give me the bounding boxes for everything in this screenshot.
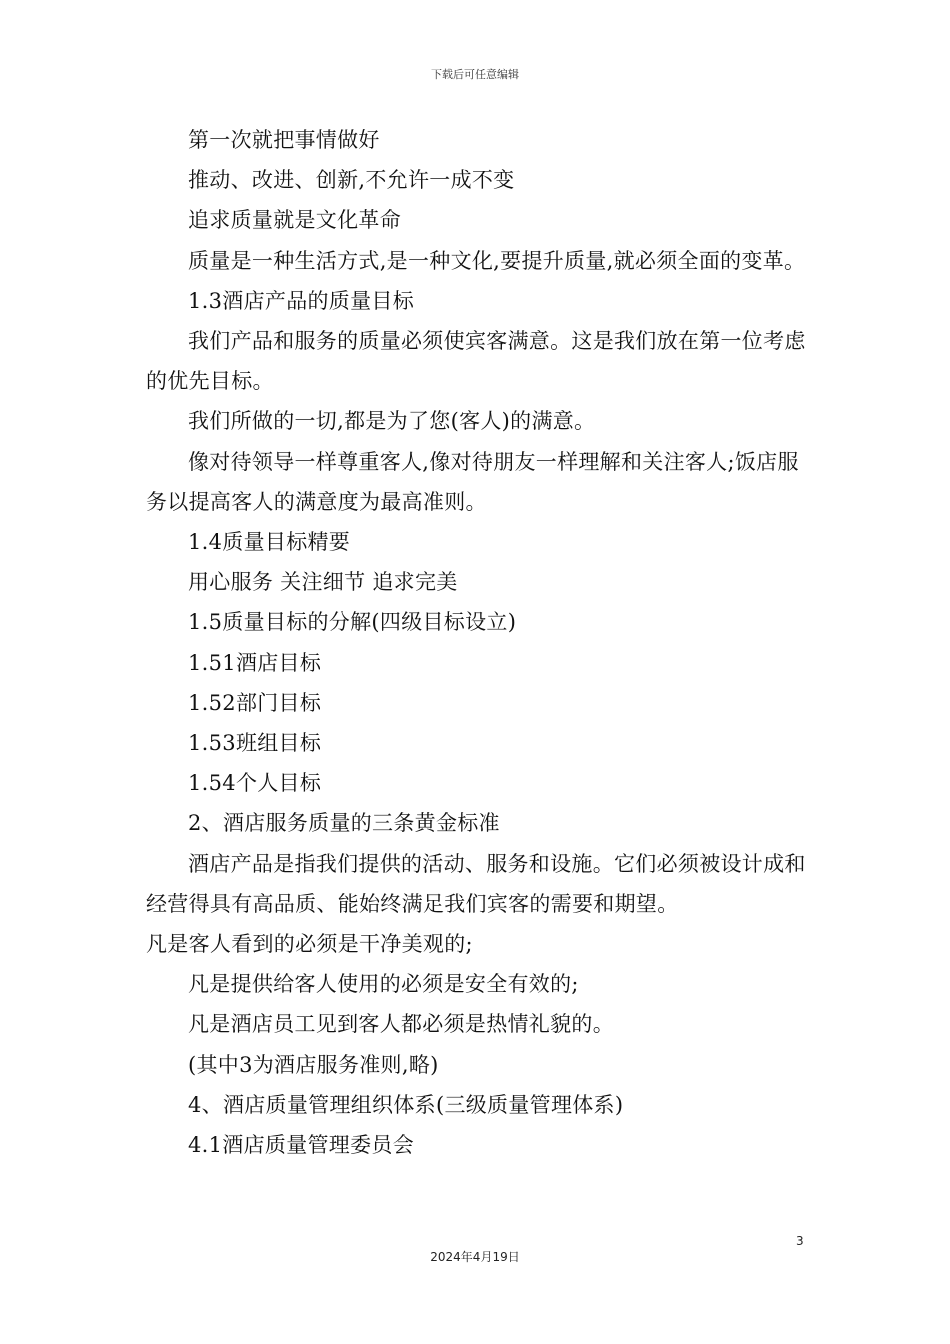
footer-date: 2024年4月19日 [430, 1250, 520, 1264]
section-heading: 1.4质量目标精要 [188, 530, 351, 555]
paragraph: 我们产品和服务的质量必须使宾客满意。这是我们放在第一位考虑的优先目标。 [146, 329, 806, 394]
paragraph: 我们所做的一切,都是为了您(客人)的满意。 [188, 409, 596, 434]
paragraph: 第一次就把事情做好 [188, 128, 380, 152]
paragraph: 推动、改进、创新,不允许一成不变 [188, 168, 515, 193]
paragraph: (其中3为酒店服务准则,略) [188, 1052, 439, 1077]
paragraph: 用心服务 关注细节 追求完美 [188, 570, 458, 595]
list-item: 1.51酒店目标 [188, 650, 322, 675]
list-item: 1.54个人目标 [188, 771, 322, 796]
paragraph: 凡是提供给客人使用的必须是安全有效的; [188, 972, 579, 997]
section-heading: 4、酒店质量管理组织体系(三级质量管理体系) [188, 1092, 624, 1117]
list-item: 1.53班组目标 [188, 731, 322, 756]
section-heading: 4.1酒店质量管理委员会 [188, 1133, 414, 1158]
section-heading: 2、酒店服务质量的三条黄金标准 [188, 811, 500, 836]
list-item: 1.52部门目标 [188, 690, 322, 715]
section-heading: 1.3酒店产品的质量目标 [188, 288, 414, 313]
document-body [146, 120, 808, 1165]
page-number: 3 [796, 1234, 804, 1248]
paragraph: 质量是一种生活方式,是一种文化,要提升质量,就必须全面的变革。 [188, 248, 806, 273]
paragraph: 凡是客人看到的必须是干净美观的; [146, 932, 473, 957]
paragraph: 凡是酒店员工见到客人都必须是热情礼貌的。 [188, 1012, 614, 1037]
section-heading: 1.5质量目标的分解(四级目标设立) [188, 610, 517, 635]
paragraph: 酒店产品是指我们提供的活动、服务和设施。它们必须被设计成和经营得具有高品质、能始终满足我们宾客的需要和期望。 [146, 851, 806, 916]
paragraph: 像对待领导一样尊重客人,像对待朋友一样理解和关注客人;饭店服务以提高客人的满意度为最高准则。 [146, 449, 799, 514]
page-header: 下载后可任意编辑 [431, 68, 519, 81]
paragraph: 追求质量就是文化革命 [188, 208, 401, 233]
